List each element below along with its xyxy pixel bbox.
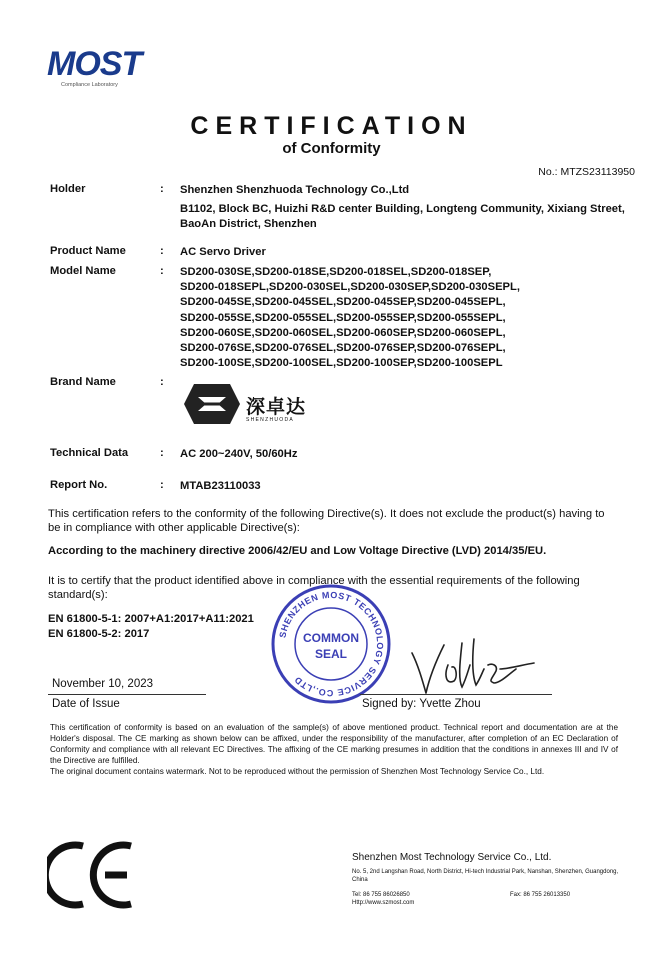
holder-value [180,183,640,232]
signed-by-label: Signed by: Yvette Zhou [362,698,481,710]
model-line: SD200-076SE,SD200-076SEL,SD200-076SEP,SD200-076SEPL, [180,342,506,355]
document-subtitle: of Conformity [282,140,381,157]
brand-name-cn: 深卓达 [246,396,307,418]
issue-date: November 10, 2023 [52,678,154,690]
colon: : [160,265,164,277]
fine-print-watermark: The original document contains watermark. Not to be reproduced without the permission of Shenzhen Most Technology Service Co., Ltd. [50,767,545,776]
issuer-name: Shenzhen Most Technology Service Co., Ltd. [352,852,552,863]
seal-stamp-icon [270,583,392,705]
colon: : [160,183,164,195]
issuer-web: Http://www.szmost.com [352,900,415,906]
product-value: AC Servo Driver [180,246,266,258]
date-of-issue-label: Date of Issue [52,698,120,710]
signature-divider [360,694,552,695]
holder-name: Shenzhen Shenzhuoda Technology Co.,Ltd [180,184,410,196]
holder-label: Holder [50,183,86,195]
directive-intro: This certification refers to the conformity of the following Directive(s). It does not exclude the product(s) having to be in compliance with other applicable Directive(s): [48,508,605,534]
ce-mark-icon [47,840,137,910]
tech-value: AC 200~240V, 50/60Hz [180,448,298,460]
issuer-contact [352,891,602,907]
document-title: CERTIFICATION [190,112,473,140]
model-line: SD200-030SE,SD200-018SE,SD200-018SEL,SD200-018SEP, [180,266,492,278]
colon: : [160,245,164,257]
brand-logo [180,380,340,428]
brand-emblem-icon [182,382,242,426]
standards-intro: It is to certify that the product identified above in compliance with the essential requirements of the following standard(s): [48,575,580,601]
model-line: SD200-060SE,SD200-060SEL,SD200-060SEP,SD200-060SEPL, [180,326,506,339]
seal-ring-text: SHENZHEN MOST TECHNOLOGY SERVICE CO.,LTD [277,589,386,699]
company-seal [270,583,392,705]
brand-name-en: SHENZHUODA [246,417,295,423]
logo-text: MOST [47,45,142,83]
seal-center-line1: COMMON [303,631,359,645]
product-label: Product Name [50,245,126,257]
model-row [50,265,640,375]
standard-1: EN 61800-5-1: 2007+A1:2017+A11:2021 [48,613,254,625]
model-list [180,265,520,371]
issuer-fax: Fax: 86 755 26013350 [510,892,571,898]
colon: : [160,479,164,491]
model-line: SD200-045SE,SD200-045SEL,SD200-045SEP,SD200-045SEPL, [180,296,506,309]
model-line: SD200-018SEPL,SD200-030SEL,SD200-030SEP,SD200-030SEPL, [180,281,520,294]
colon: : [160,447,164,459]
model-line: SD200-100SE,SD200-100SEL,SD200-100SEP,SD200-100SEPL [180,357,503,370]
tech-label: Technical Data [50,447,129,459]
brand-label: Brand Name [50,376,116,388]
model-label: Model Name [50,265,116,277]
holder-address: B1102, Block BC, Huizhi R&D center Building, Longteng Community, Xixiang Street, BaoAn District, Shenzhen [180,203,625,230]
fine-print [50,722,618,777]
holder-row [50,183,640,233]
fine-print-conformity: This certification of conformity is based on an evaluation of the sample(s) of above mentioned product. Technical report and documentation are at the Holder's disposal. The CE marking as shown below can be affixed, under the responsibility of the manufacturer, after completion of an EC Declaration of Conformity and compliance with all relevant EC Directives. The affixing of the CE marking presumes in addition that the conditions in annexes III and IV of the Directive are fulfilled. [50,723,618,765]
directive-statement: According to the machinery directive 2006/42/EU and Low Voltage Directive (LVD) 2014/35/EU. [48,545,547,557]
model-line: SD200-055SE,SD200-055SEL,SD200-055SEP,SD200-055SEPL, [180,311,506,324]
report-value: MTAB23110033 [180,480,261,492]
date-divider [48,694,206,695]
issuer-tel: Tel: 86 755 86026850 [352,892,410,898]
report-label: Report No. [50,479,108,491]
logo-subtitle: Compliance Laboratory [61,82,118,88]
standard-2: EN 61800-5-2: 2017 [48,628,150,640]
colon: : [160,376,164,388]
seal-center-line2: SEAL [314,647,348,661]
issuer-address: No. 5, 2nd Langshan Road, North District, Hi-tech Industrial Park, Nanshan, Shenzhen, Guangdong, China [352,869,619,883]
certificate-number: No.: MTZS23113950 [538,166,635,178]
issuer-logo [47,47,162,95]
